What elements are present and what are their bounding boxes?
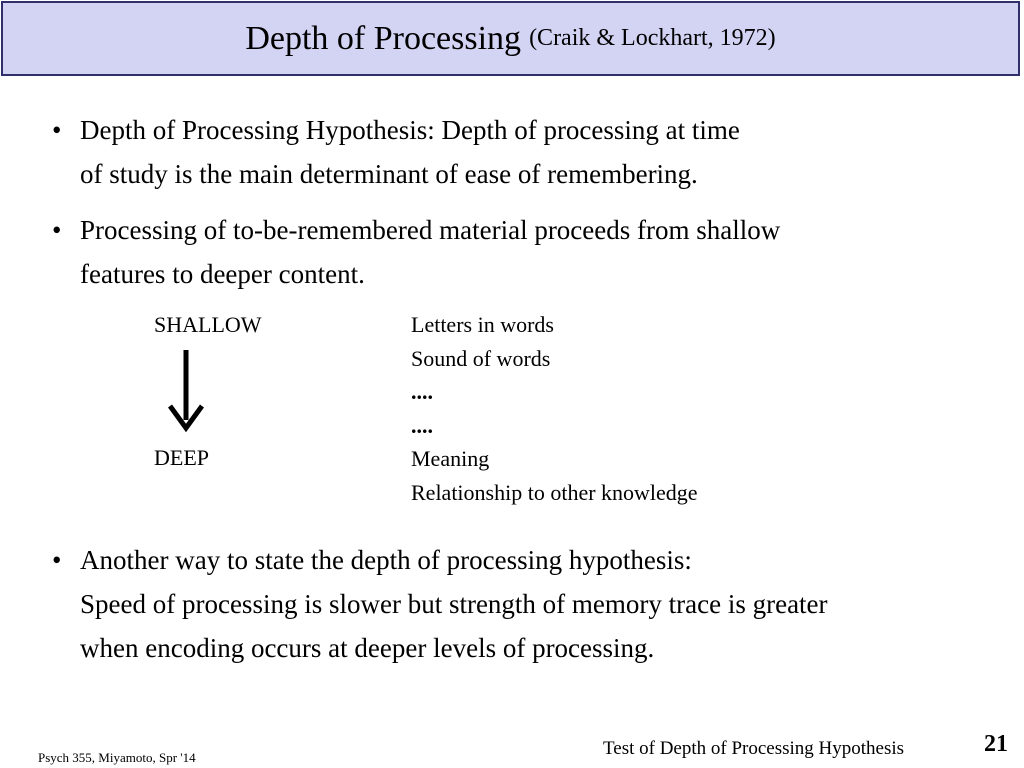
processing-examples-list — [411, 308, 698, 509]
bullet-symbol: • — [52, 545, 62, 575]
slide-title: Depth of Processing — [245, 19, 522, 57]
example-relationship: Relationship to other knowledge — [411, 479, 698, 505]
bullet-line: Speed of processing is slower but strength of memory trace is greater — [80, 589, 828, 619]
down-arrow-icon — [168, 350, 204, 432]
bullet-line: Processing of to-be-remembered material proceeds from shallow — [80, 215, 781, 245]
bullet-text — [80, 538, 980, 670]
bullet-text — [80, 108, 980, 196]
example-ellipsis: .... — [411, 379, 433, 404]
bullet-line: Depth of Processing Hypothesis: Depth of processing at time — [80, 115, 740, 145]
bullet-line: when encoding occurs at deeper levels of processing. — [80, 633, 655, 663]
bullet-line: features to deeper content. — [80, 259, 365, 289]
page-number: 21 — [984, 731, 1008, 757]
deep-label: DEEP — [154, 445, 209, 470]
example-sound: Sound of words — [411, 345, 551, 371]
shallow-label: SHALLOW — [154, 312, 262, 337]
bullet-line: of study is the main determinant of ease of remembering. — [80, 159, 698, 189]
example-letters: Letters in words — [411, 312, 554, 337]
bullet-line: Another way to state the depth of processing hypothesis: — [80, 545, 692, 575]
slide-title-bar — [1, 1, 1020, 76]
footer-next-slide: Test of Depth of Processing Hypothesis — [603, 738, 905, 759]
bullet-symbol: • — [52, 215, 62, 245]
bullet-symbol: • — [52, 115, 62, 145]
example-ellipsis: .... — [411, 412, 433, 438]
footer-course: Psych 355, Miyamoto, Spr '14 — [38, 750, 196, 765]
example-meaning: Meaning — [411, 446, 490, 471]
bullet-text — [80, 208, 980, 296]
slide-title-citation: (Craik & Lockhart, 1972) — [529, 25, 776, 51]
